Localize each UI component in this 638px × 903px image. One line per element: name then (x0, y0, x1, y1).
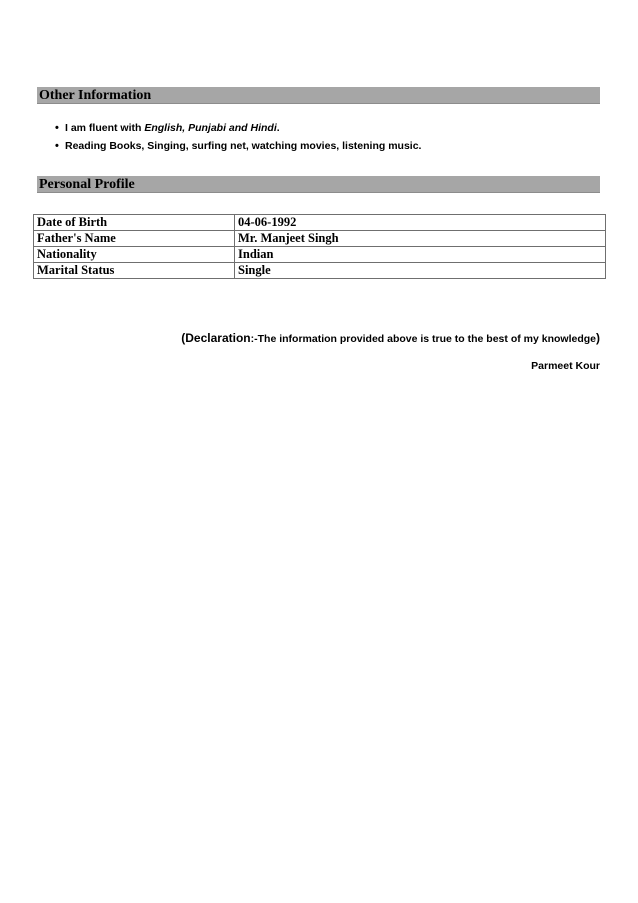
profile-value: Mr. Manjeet Singh (235, 231, 606, 247)
list-item-text: I am fluent with (65, 122, 145, 134)
profile-label: Marital Status (34, 263, 235, 279)
table-row (34, 247, 606, 263)
profile-value: 04-06-1992 (235, 215, 606, 231)
profile-label: Father's Name (34, 231, 235, 247)
bullet-icon: • (55, 122, 59, 134)
profile-value: Single (235, 263, 606, 279)
other-information-list (55, 119, 421, 155)
list-item-suffix: . (276, 122, 280, 134)
declaration-body: :-The information provided above is true to the best of my knowledge (250, 333, 596, 345)
list-item-text: Reading Books, Singing, surfing net, watching movies, listening music. (65, 140, 422, 152)
table-row (34, 263, 606, 279)
profile-label: Nationality (34, 247, 235, 263)
declaration-text (0, 331, 600, 345)
languages-text: English, Punjabi and Hindi (144, 122, 277, 134)
declaration-open: (Declaration (181, 331, 251, 345)
profile-label: Date of Birth (34, 215, 235, 231)
bullet-icon: • (55, 140, 59, 152)
list-item (55, 119, 421, 137)
personal-profile-heading: Personal Profile (37, 176, 600, 193)
other-information-heading: Other Information (37, 87, 600, 104)
table-row (34, 215, 606, 231)
profile-value: Indian (235, 247, 606, 263)
personal-profile-table (33, 214, 606, 279)
declaration-close: ) (596, 331, 600, 345)
table-row (34, 231, 606, 247)
list-item (55, 137, 421, 155)
signature-name: Parmeet Kour (531, 360, 600, 372)
